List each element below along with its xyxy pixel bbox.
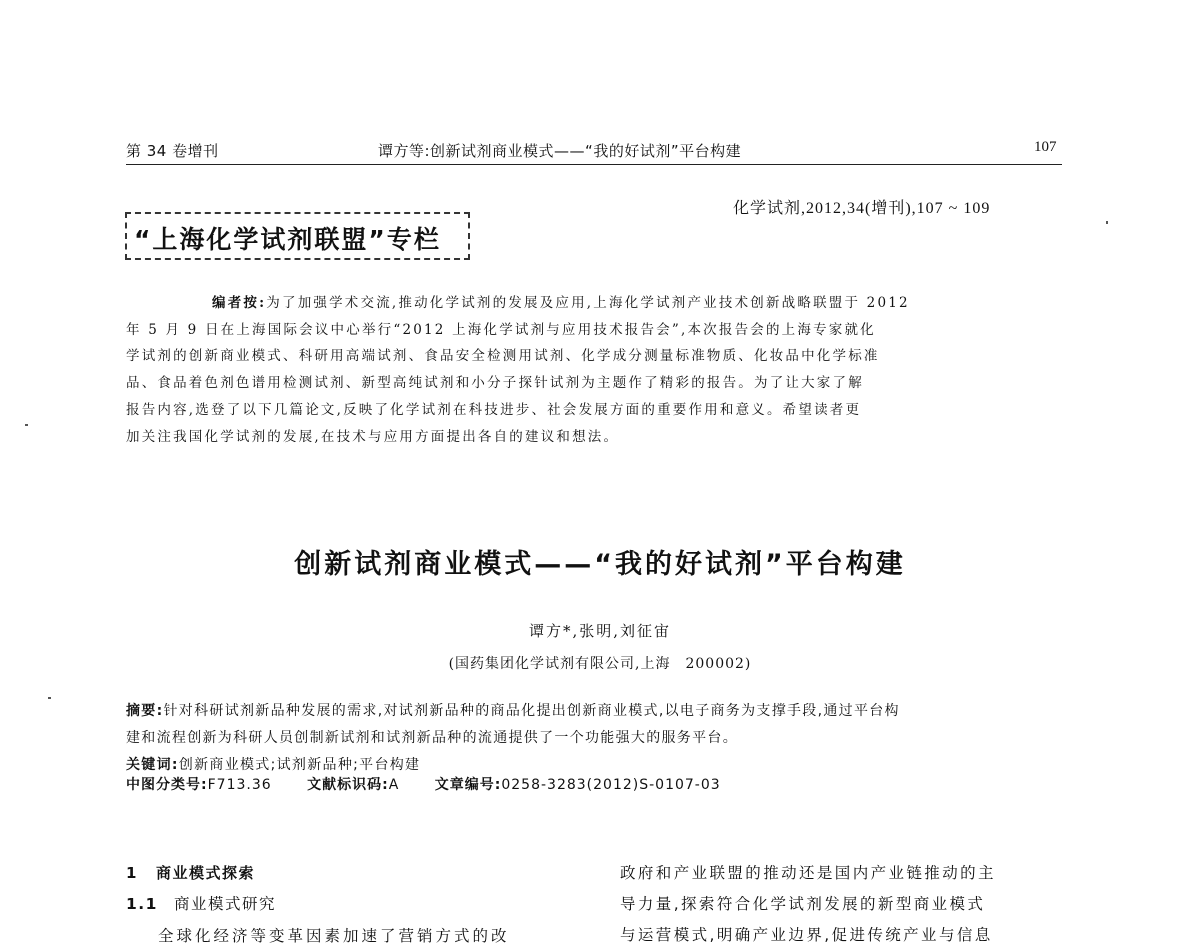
- section-1-number: 1: [126, 864, 138, 882]
- running-header-volume: 第 34 卷增刊: [126, 142, 219, 160]
- section-1-title: 商业模式探索: [156, 864, 256, 882]
- editor-note-label: 编者按:: [212, 295, 267, 311]
- editor-note-line-3: 学试剂的创新商业模式、科研用高端试剂、食品安全检测用试剂、化学成分测量标准物质、化妆品中化学标准: [126, 348, 880, 365]
- body-right-line-1: 政府和产业联盟的推动还是国内产业链推动的主: [620, 864, 996, 882]
- article-authors: 谭方*,张明,刘征宙: [528, 622, 672, 640]
- doc-code-label: 文献标识码:: [307, 777, 389, 793]
- editor-note: [126, 290, 1050, 450]
- keywords-label: 关键词:: [126, 757, 179, 773]
- header-rule: [126, 164, 1062, 165]
- abstract-line-1: 摘要:针对科研试剂新品种发展的需求,对试剂新品种的商品化提出创新商业模式,以电子商务为支撑手段,通过平台构: [126, 703, 900, 719]
- article-no-label: 文章编号:: [434, 777, 502, 793]
- clc-label: 中图分类号:: [126, 777, 208, 793]
- running-header-title: 谭方等:创新试剂商业模式——“我的好试剂”平台构建: [378, 142, 742, 160]
- body-right-line-3: 与运营模式,明确产业边界,促进传统产业与信息: [620, 926, 993, 944]
- abstract-line-2: 建和流程创新为科研人员创制新试剂和试剂新品种的流通提供了一个功能强大的服务平台。: [126, 730, 738, 746]
- editor-note-line-2: 年 5 月 9 日在上海国际会议中心举行“2012 上海化学试剂与应用技术报告会”,本次报告会的上海专家就化: [126, 321, 876, 338]
- editor-note-line-6: 加关注我国化学试剂的发展,在技术与应用方面提出各自的建议和想法。: [126, 428, 620, 445]
- body-left-paragraph: 全球化经济等变革因素加速了营销方式的改: [158, 927, 510, 945]
- body-right-line-2: 导力量,探索符合化学试剂发展的新型商业模式: [620, 895, 986, 913]
- editor-note-line-5: 报告内容,选登了以下几篇论文,反映了化学试剂在科技进步、社会发展方面的重要作用和意义。希望读者更: [126, 401, 862, 418]
- page-number: 107: [1034, 139, 1057, 155]
- section-1-heading: [126, 862, 255, 883]
- keywords-value: 创新商业模式;试剂新品种;平台构建: [178, 757, 421, 773]
- abstract-label: 摘要:: [126, 703, 164, 719]
- clc-value: F713.36: [207, 777, 272, 793]
- classification-row: [126, 774, 721, 794]
- article-no-value: 0258-3283(2012)S-0107-03: [501, 777, 721, 793]
- column-banner-title: “上海化学试剂联盟”专栏: [134, 225, 441, 254]
- scan-speck: [48, 697, 51, 699]
- doc-code-value: A: [388, 777, 400, 793]
- section-1-1-title: 商业模式研究: [174, 895, 277, 913]
- editor-note-line-1: 编者按:为了加强学术交流,推动化学试剂的发展及应用,上海化学试剂产业技术创新战略联盟于 2012: [212, 295, 910, 311]
- scan-speck: [1106, 221, 1108, 224]
- scan-speck: [25, 424, 28, 426]
- section-1-1-number: 1.1: [126, 895, 158, 913]
- journal-citation: 化学试剂,2012,34(增刊),107 ~ 109: [733, 200, 991, 217]
- article-affiliation: (国药集团化学试剂有限公司,上海 200002): [448, 656, 752, 672]
- section-1-1-heading: [126, 892, 276, 914]
- editor-note-line-4: 品、食品着色剂色谱用检测试剂、新型高纯试剂和小分子探针试剂为主题作了精彩的报告。为了让大家了解: [126, 375, 864, 392]
- body-right-paragraph: [620, 858, 996, 951]
- article-title: 创新试剂商业模式——“我的好试剂”平台构建: [294, 549, 906, 580]
- abstract: [126, 698, 900, 779]
